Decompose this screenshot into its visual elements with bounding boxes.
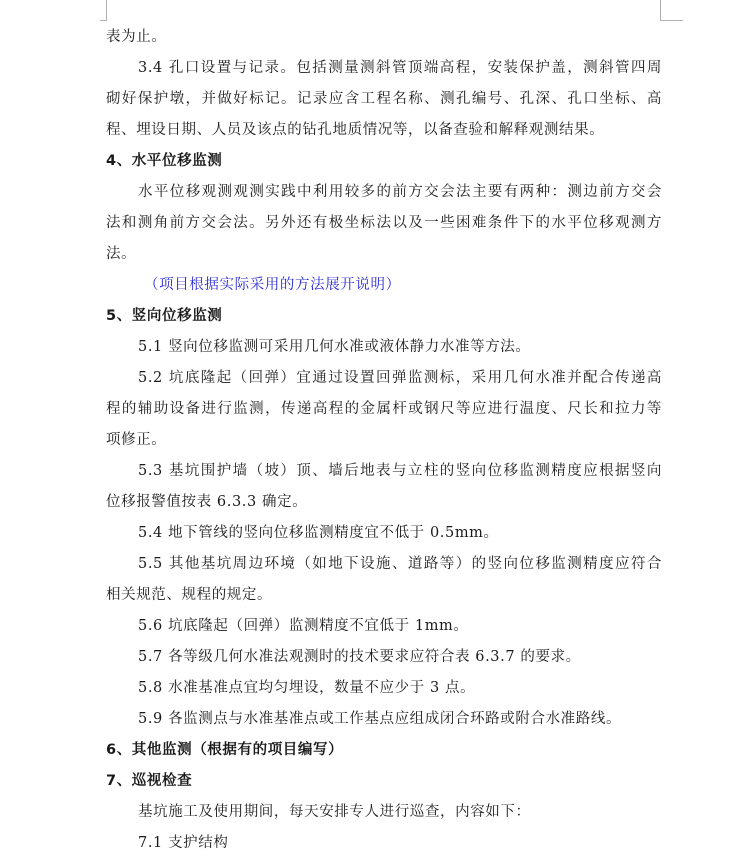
paragraph-5-2-line-1: 5.2 坑底隆起（回弹）宜通过设置回弹监测标，采用几何水准并配合传递高	[138, 370, 662, 386]
paragraph-5-7: 5.7 各等级几何水准法观测时的技术要求应符合表 6.3.7 的要求。	[138, 649, 581, 665]
heading-7-patrol-inspection: 7、巡视检查	[106, 773, 193, 789]
heading-6-other-monitoring: 6、其他监测（根据有的项目编写）	[106, 742, 344, 758]
heading-4-horizontal-displacement: 4、水平位移监测	[106, 153, 223, 169]
paragraph-5-3-line-2: 位移报警值按表 6.3.3 确定。	[106, 494, 308, 510]
paragraph-4-line-1: 水平位移观测观测实践中利用较多的前方交会法主要有两种：测边前方交会	[138, 184, 662, 200]
paragraph-3-4-line-2: 砌好保护墩，并做好标记。记录应含工程名称、测孔编号、孔深、孔口坐标、高	[106, 91, 662, 107]
paragraph-5-3-line-1: 5.3 基坑围护墙（坡）顶、墙后地表与立柱的竖向位移监测精度应根据竖向	[138, 463, 662, 479]
document-body	[106, 22, 662, 859]
paragraph-3-4-line-1: 3.4 孔口设置与记录。包括测量测斜管顶端高程，安装保护盖，测斜管四周	[138, 60, 662, 76]
paragraph-5-6: 5.6 坑底隆起（回弹）监测精度不宜低于 1mm。	[138, 618, 469, 634]
paragraph-4-line-3: 法。	[106, 246, 137, 262]
paragraph-5-1: 5.1 竖向位移监测可采用几何水准或液体静力水准等方法。	[138, 339, 531, 355]
paragraph-5-2-line-2: 程的辅助设备进行监测，传递高程的金属杆或钢尺等应进行温度、尺长和拉力等	[106, 401, 662, 417]
paragraph-7: 基坑施工及使用期间，每天安排专人进行巡查，内容如下：	[138, 804, 531, 820]
project-note: （项目根据实际采用的方法展开说明）	[144, 277, 401, 293]
paragraph-5-9: 5.9 各监测点与水准基准点或工作基点应组成闭合环路或附合水准路线。	[138, 711, 622, 727]
paragraph-5-8: 5.8 水准基准点宜均匀埋设，数量不应少于 3 点。	[138, 680, 476, 696]
paragraph-5-2-line-3: 项修正。	[106, 432, 167, 448]
page-corner-mark-right	[660, 0, 683, 21]
paragraph-continuation: 表为止。	[106, 29, 167, 45]
heading-5-vertical-displacement: 5、竖向位移监测	[106, 308, 223, 324]
paragraph-5-4: 5.4 地下管线的竖向位移监测精度宜不低于 0.5mm。	[138, 525, 499, 541]
paragraph-5-5-line-1: 5.5 其他基坑周边环境（如地下设施、道路等）的竖向位移监测精度应符合	[138, 556, 662, 572]
page-corner-mark-left	[100, 0, 107, 21]
paragraph-5-5-line-2: 相关规范、规程的规定。	[106, 587, 273, 603]
paragraph-7-1: 7.1 支护结构	[138, 835, 229, 851]
paragraph-3-4-line-3: 程、埋设日期、人员及该点的钻孔地质情况等，以备查验和解释观测结果。	[106, 122, 605, 138]
paragraph-4-line-2: 法和测角前方交会法。另外还有极坐标法以及一些困难条件下的水平位移观测方	[106, 215, 662, 231]
